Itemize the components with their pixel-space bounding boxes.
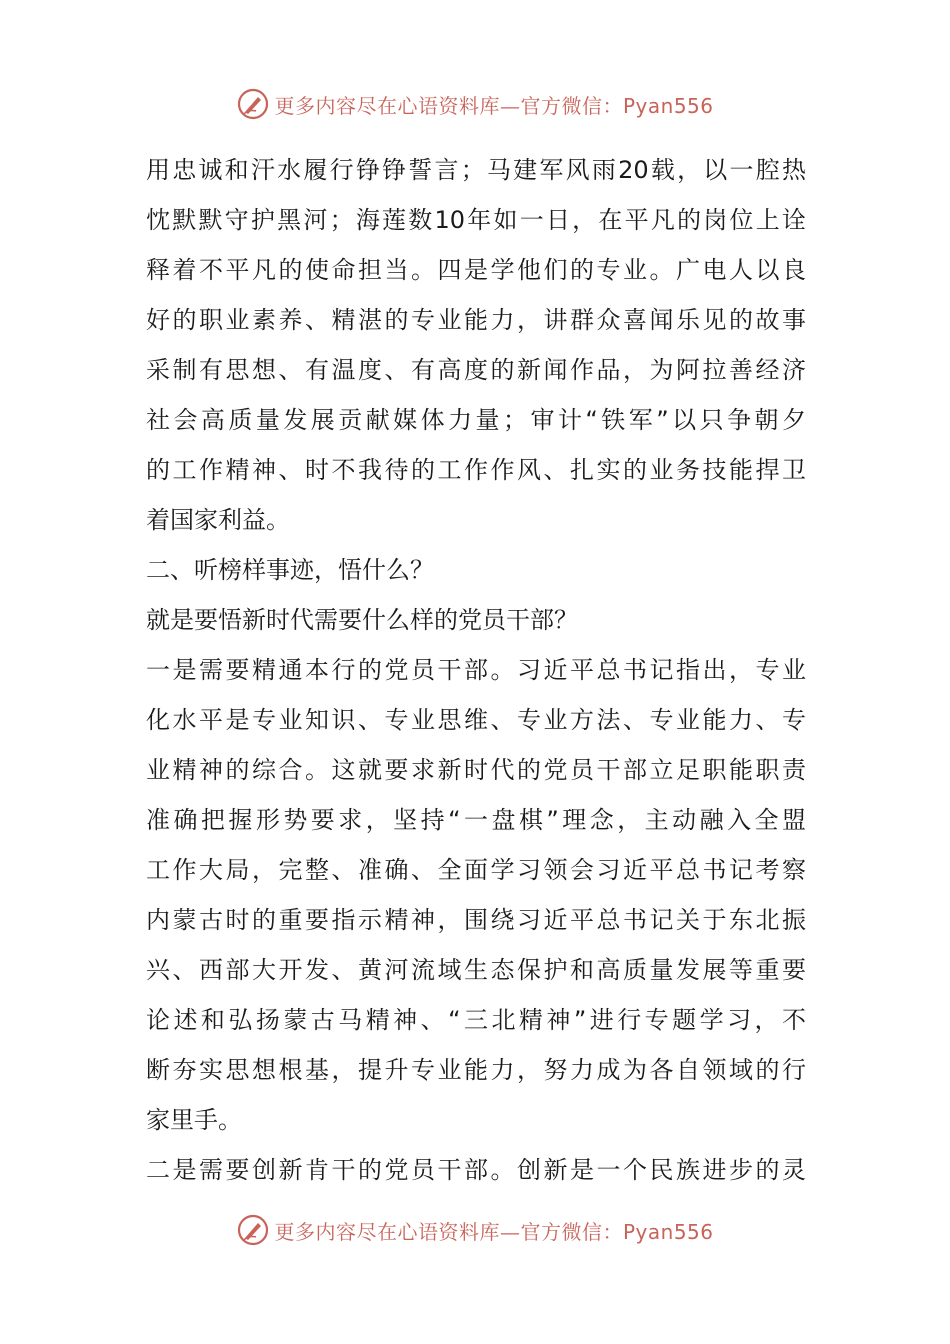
text-line: 采制有思想、有温度、有高度的新闻作品，为阿拉善经济 xyxy=(146,356,806,384)
header-watermark-text: 更多内容尽在心语资料库—官方微信：Pyan556 xyxy=(274,93,714,118)
text-line: 家里手。 xyxy=(146,1106,242,1134)
section-heading: 二、听榜样事迹，悟什么？ xyxy=(146,556,434,584)
text-line: 论述和弘扬蒙古马精神、“三北精神”进行专题学习，不 xyxy=(146,1006,806,1034)
body-text xyxy=(146,145,806,1195)
text-line: 好的职业素养、精湛的专业能力，讲群众喜闻乐见的故事 xyxy=(146,306,806,334)
text-line: 社会高质量发展贡献媒体力量；审计“铁军”以只争朝夕 xyxy=(146,406,806,434)
wechat-id: Pyan556 xyxy=(622,93,714,118)
text-line: 准确把握形势要求，坚持“一盘棋”理念，主动融入全盟 xyxy=(146,806,806,834)
header-watermark-banner xyxy=(0,84,950,124)
text-line: 用忠诚和汗水履行铮铮誓言；马建军风雨20载，以一腔热 xyxy=(146,156,806,184)
pen-logo-icon xyxy=(236,87,270,121)
text-line: 工作大局，完整、准确、全面学习领会习近平总书记考察 xyxy=(146,856,806,884)
text-line: 兴、西部大开发、黄河流域生态保护和高质量发展等重要 xyxy=(146,956,806,984)
text-line: 一是需要精通本行的党员干部。习近平总书记指出，专业 xyxy=(146,656,806,684)
text-line: 化水平是专业知识、专业思维、专业方法、专业能力、专 xyxy=(146,706,806,734)
text-line: 着国家利益。 xyxy=(146,506,290,534)
pen-logo-icon xyxy=(236,1213,270,1247)
wechat-id: Pyan556 xyxy=(622,1219,714,1244)
text-line: 业精神的综合。这就要求新时代的党员干部立足职能职责 xyxy=(146,756,806,784)
text-line: 忱默默守护黑河；海莲数10年如一日，在平凡的岗位上诠 xyxy=(146,206,806,234)
text-line: 内蒙古时的重要指示精神，围绕习近平总书记关于东北振 xyxy=(146,906,806,934)
footer-watermark-banner xyxy=(0,1210,950,1250)
text-line: 释着不平凡的使命担当。四是学他们的专业。广电人以良 xyxy=(146,256,806,284)
text-line: 就是要悟新时代需要什么样的党员干部？ xyxy=(146,606,578,634)
text-line: 的工作精神、时不我待的工作作风、扎实的业务技能捍卫 xyxy=(146,456,806,484)
text-line: 断夯实思想根基，提升专业能力，努力成为各自领域的行 xyxy=(146,1056,806,1084)
text-line: 二是需要创新肯干的党员干部。创新是一个民族进步的灵 xyxy=(146,1156,806,1184)
footer-watermark-text: 更多内容尽在心语资料库—官方微信：Pyan556 xyxy=(274,1219,714,1244)
